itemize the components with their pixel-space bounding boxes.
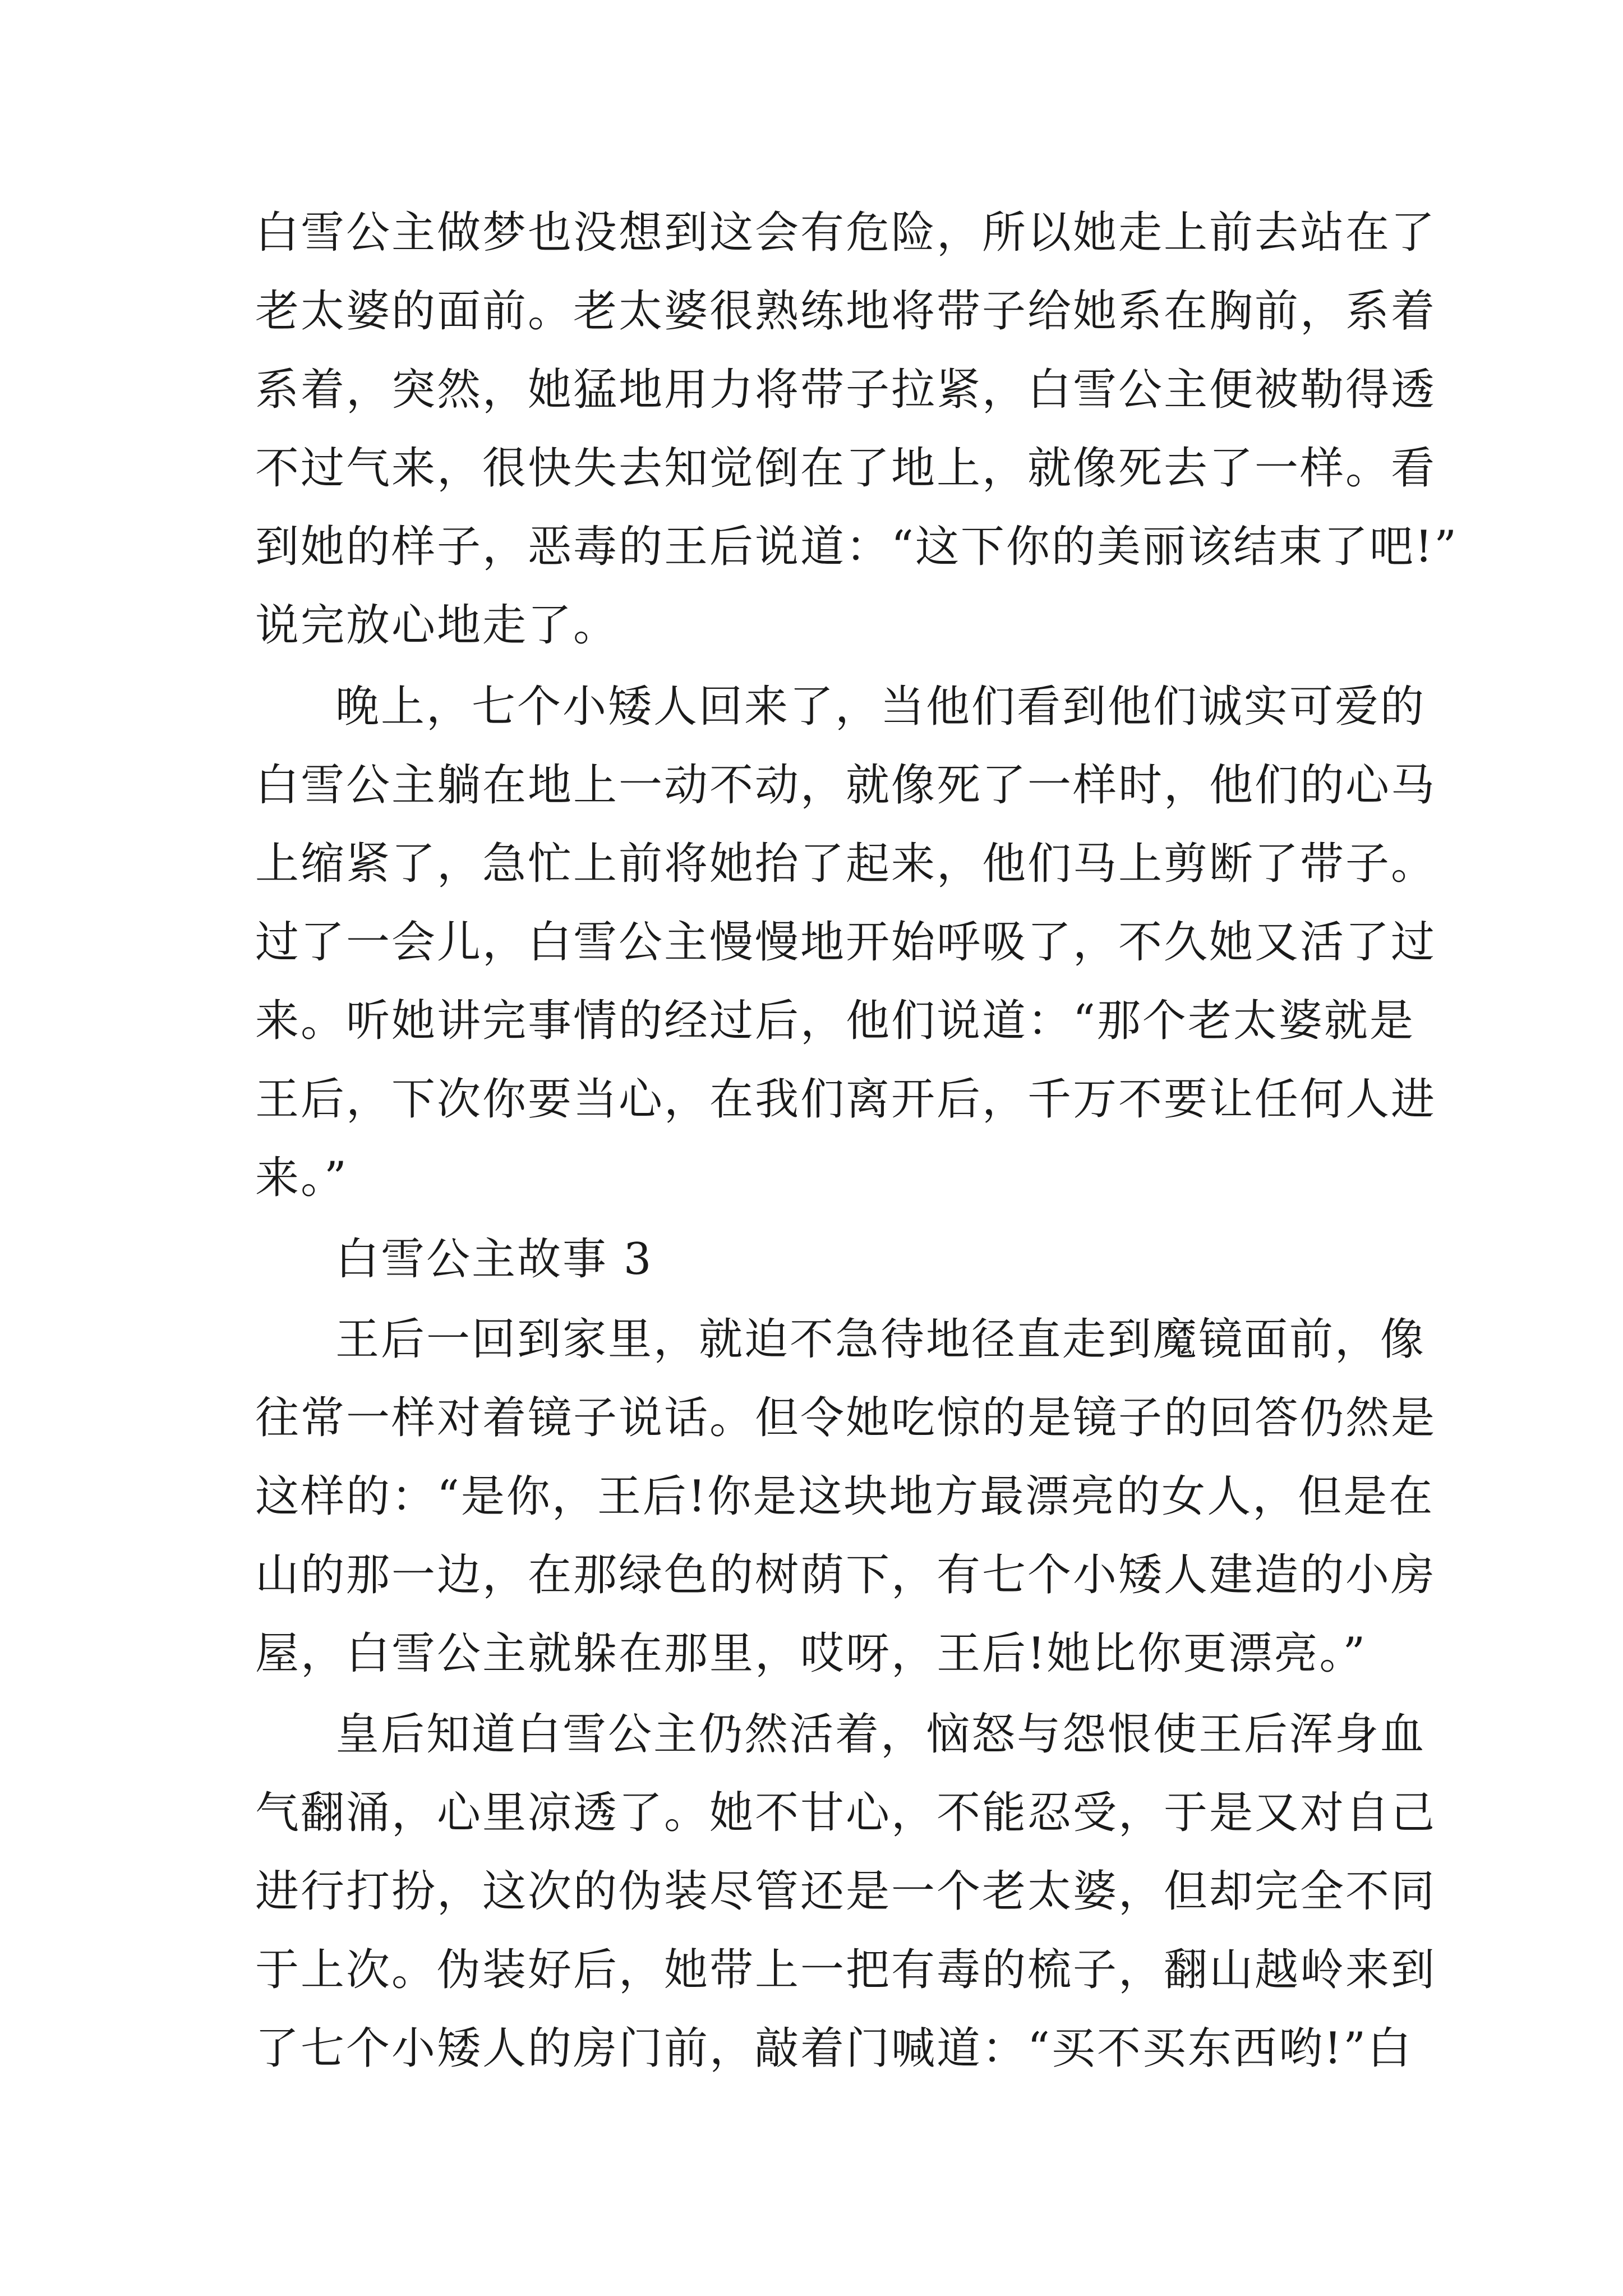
text-line: 往常一样对着镜子说话。但令她吃惊的是镜子的回答仍然是	[255, 1393, 1437, 1443]
text-line: 白雪公主做梦也没想到这会有危险，所以她走上前去站在了	[255, 208, 1437, 258]
text-line: 屋，白雪公主就躲在那里，哎呀，王后!她比你更漂亮。”	[255, 1628, 1367, 1679]
text-line: 气翻涌，心里凉透了。她不甘心，不能忍受，于是又对自己	[255, 1788, 1437, 1838]
text-line: 白雪公主躺在地上一动不动，就像死了一样时，他们的心马	[255, 760, 1437, 811]
text-line: 来。听她讲完事情的经过后，他们说道：“那个老太婆就是	[255, 996, 1415, 1046]
text-line: 过了一会儿，白雪公主慢慢地开始呼吸了，不久她又活了过	[255, 917, 1437, 968]
section-heading: 白雪公主故事 3	[335, 1234, 653, 1285]
paragraph-first-line: 王后一回到家里，就迫不急待地径直走到魔镜面前，像	[335, 1314, 1426, 1365]
text-line: 说完放心地走了。	[255, 600, 619, 651]
text-line: 山的那一边，在那绿色的树荫下，有七个小矮人建造的小房	[255, 1550, 1437, 1600]
text-line: 到她的样子，恶毒的王后说道：“这下你的美丽该结束了吧!”	[255, 522, 1459, 572]
text-line: 王后，下次你要当心，在我们离开后，千万不要让任何人进	[255, 1074, 1437, 1125]
paragraph-first-line: 晚上，七个小矮人回来了，当他们看到他们诚实可爱的	[335, 682, 1426, 732]
paragraph-first-line: 皇后知道白雪公主仍然活着，恼怒与怨恨使王后浑身血	[335, 1709, 1426, 1760]
text-line: 来。”	[255, 1153, 348, 1203]
text-line: 老太婆的面前。老太婆很熟练地将带子给她系在胸前，系着	[255, 286, 1437, 337]
text-line: 不过气来，很快失去知觉倒在了地上，就像死去了一样。看	[255, 443, 1437, 494]
text-line: 进行打扮，这次的伪装尽管还是一个老太婆，但却完全不同	[255, 1866, 1437, 1917]
text-line: 这样的：“是你，王后!你是这块地方最漂亮的女人，但是在	[255, 1471, 1435, 1522]
text-line: 于上次。伪装好后，她带上一把有毒的梳子，翻山越岭来到	[255, 1945, 1437, 1995]
text-line: 系着，突然，她猛地用力将带子拉紧，白雪公主便被勒得透	[255, 365, 1437, 415]
text-line: 了七个小矮人的房门前，敲着门喊道：“买不买东西哟!”白	[255, 2023, 1413, 2074]
text-line: 上缩紧了，急忙上前将她抬了起来，他们马上剪断了带子。	[255, 839, 1437, 889]
